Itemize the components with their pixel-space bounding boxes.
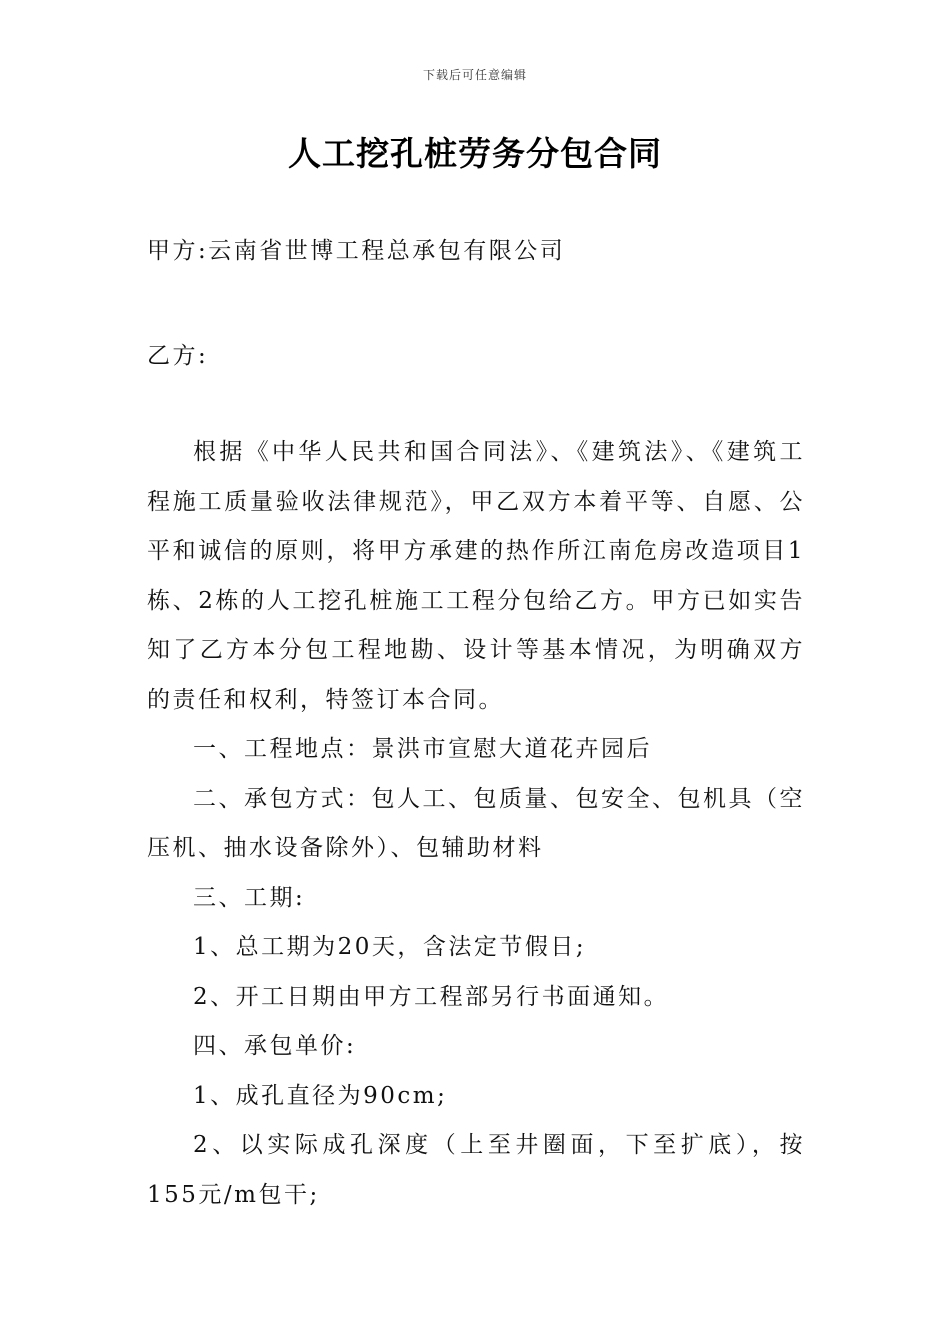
clause-unit-price-heading: 四、承包单价: — [193, 1033, 357, 1059]
party-a-line: 甲方:云南省世博工程总承包有限公司 — [147, 238, 566, 264]
header-note: 下载后可任意编辑 — [422, 68, 527, 82]
party-b-line: 乙方: — [147, 343, 209, 369]
contract-title: 人工挖孔桩劳务分包合同 — [288, 134, 662, 173]
clause-duration-item-1: 1、总工期为20天，含法定节假日; — [193, 934, 587, 960]
clause-duration-heading: 三、工期: — [193, 884, 306, 911]
clause-unit-price-item-1: 1、成孔直径为90cm; — [193, 1082, 448, 1109]
clause-location: 一、工程地点：景洪市宣慰大道花卉园后 — [193, 736, 652, 762]
clause-duration-item-2: 2、开工日期由甲方工程部另行书面通知。 — [193, 983, 670, 1010]
clause-unit-price-item-2: 2、以实际成孔深度（上至井圈面，下至扩底），按155元/m包干; — [147, 1132, 805, 1208]
contract-body — [147, 428, 805, 1220]
clause-contract-mode: 二、承包方式：包人工、包质量、包安全、包机具（空压机、抽水设备除外）、包辅助材料 — [147, 785, 805, 861]
preamble-paragraph: 根据《中华人民共和国合同法》、《建筑法》、《建筑工程施工质量验收法律规范》，甲乙双方本着平等、自愿、公平和诚信的原则，将甲方承建的热作所江南危房改造项目1栋、2栋的人工挖孔桩施工工程分包给乙方。甲方已如实告知了乙方本分包工程地勘、设计等基本情况，为明确双方的责任和权利，特签订本合同。 — [147, 439, 805, 713]
